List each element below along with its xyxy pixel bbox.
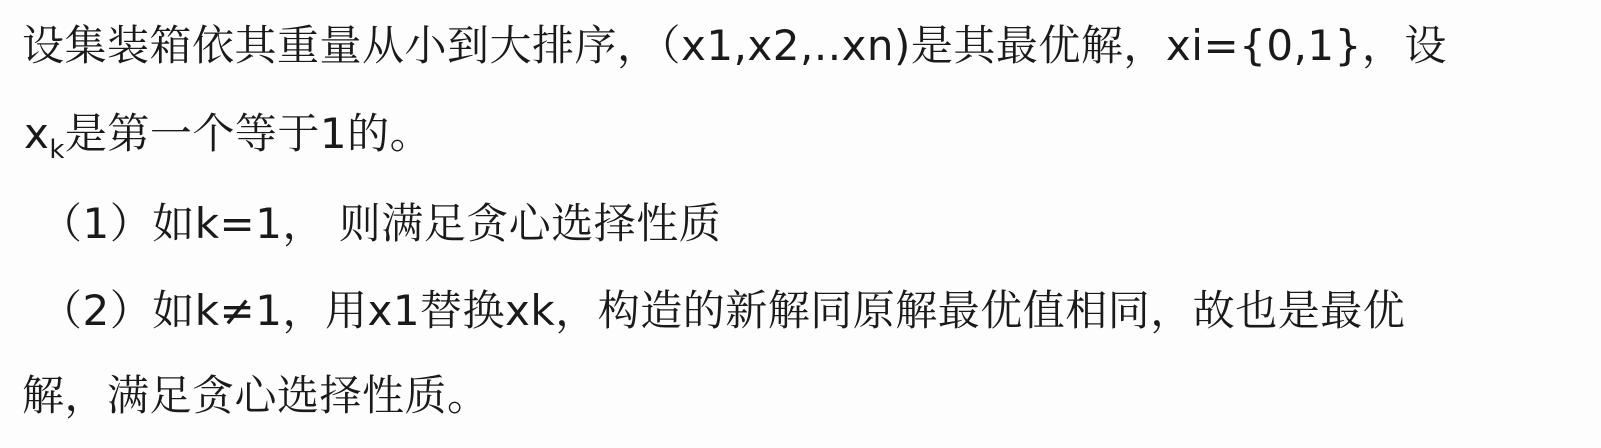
variable-x: x: [24, 109, 50, 158]
paragraph-line-3: （1）如k=1， 则满足贪心选择性质: [40, 199, 722, 248]
paragraph-line-5: 解，满足贪心选择性质。: [22, 371, 490, 420]
subscript-k: k: [49, 135, 65, 165]
paragraph-line-2: [24, 108, 433, 165]
paragraph-line-4: （2）如k≠1，用x1替换xk，构造的新解同原解最优值相同，故也是最优: [40, 286, 1406, 335]
line-2-text: 是第一个等于1的。: [64, 109, 433, 158]
paragraph-line-1: 设集装箱依其重量从小到大排序，（x1,x2,..xn)是其最优解，xi={0,1}，设: [22, 21, 1447, 70]
